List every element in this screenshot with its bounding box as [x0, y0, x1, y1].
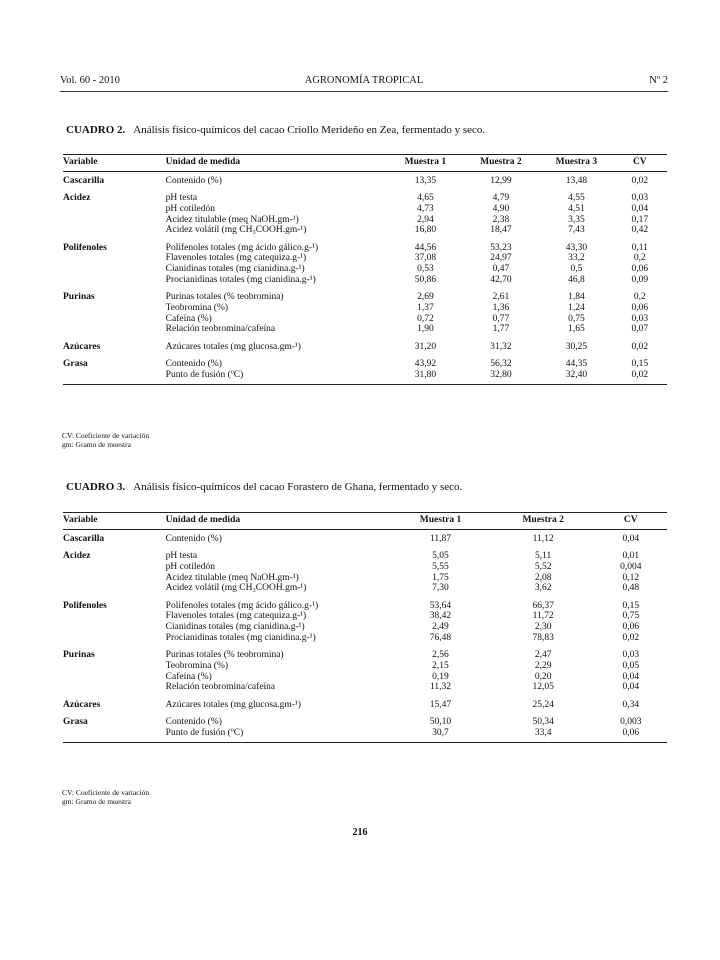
- table-row: [63, 583, 667, 597]
- value-cell: 42,70: [490, 274, 512, 285]
- table-group: [63, 597, 667, 647]
- cv-cell: 0,06: [595, 728, 668, 742]
- cv-cell: 0,2: [633, 253, 646, 264]
- value-cell: 2,49: [432, 622, 449, 632]
- value-cell: 18,47: [490, 225, 512, 236]
- variable-cell: Cascarilla: [63, 533, 105, 544]
- variable-cell: Grasa: [63, 359, 88, 370]
- value-cell: 24,97: [490, 253, 512, 264]
- value-cell: 11,72: [532, 611, 554, 622]
- value-cell: 0,75: [568, 313, 585, 324]
- unit-cell: Cianidinas totales (mg cianidina.g-¹): [165, 622, 305, 632]
- unit-cell: Punto de fusión (ºC): [166, 370, 389, 384]
- value-cell: 2,94: [417, 214, 434, 225]
- value-cell: 76,48: [429, 632, 452, 643]
- variable-cell: Polifenoles: [63, 600, 107, 611]
- value-cell: 46,8: [568, 274, 585, 285]
- value-cell: 31,32: [490, 341, 512, 352]
- unit-cell: Contenido (%): [165, 359, 222, 370]
- value-cell: 2,29: [534, 660, 552, 671]
- table-group: [63, 189, 667, 239]
- value-cell: 16,80: [414, 225, 437, 236]
- variable-cell-empty: [63, 370, 166, 384]
- cv-cell: 0,02: [631, 341, 649, 352]
- cv-cell: 0,04: [631, 203, 649, 214]
- unit-cell: Contenido (%): [165, 533, 222, 544]
- value-cell: 1,24: [568, 302, 585, 313]
- unit-cell: Purinas totales (% teobromina): [165, 650, 284, 661]
- table-row: [63, 355, 667, 370]
- table-row: [63, 728, 667, 742]
- table-row: [63, 529, 667, 547]
- table-group: [63, 171, 667, 189]
- value-cell: 5,55: [432, 561, 449, 572]
- unit-cell: pH testa: [165, 551, 198, 562]
- journal-title: AGRONOMÍA TROPICAL: [304, 75, 424, 86]
- unit-cell: Teobromina (%): [165, 302, 229, 313]
- variable-cell: Purinas: [63, 650, 95, 661]
- value-cell: 0,19: [432, 671, 449, 682]
- value-cell: 56,32: [490, 359, 512, 370]
- table-row: [63, 225, 667, 239]
- cv-cell: 0,003: [620, 717, 642, 728]
- value-cell: 32,80: [462, 370, 541, 384]
- table-group: [63, 696, 667, 714]
- value-cell: 15,47: [429, 699, 452, 710]
- table-group: [63, 646, 667, 696]
- value-cell: 53,64: [429, 600, 452, 611]
- cv-cell: 0,004: [620, 561, 642, 572]
- value-cell: 3,62: [534, 583, 552, 594]
- table-row: [63, 661, 667, 672]
- variable-cell-empty: [63, 314, 166, 325]
- value-cell: 1,90: [417, 324, 434, 335]
- unit-cell: Relación teobromina/cafeína: [165, 682, 276, 693]
- variable-cell-empty: [63, 303, 166, 314]
- variable-cell-empty: [63, 622, 166, 633]
- cv-cell: 0,05: [622, 660, 640, 671]
- variable-cell-empty: [63, 324, 166, 338]
- unit-cell: Flavenoles totales (mg catequiza.g-¹): [165, 611, 307, 622]
- table-2: [63, 154, 667, 385]
- table-row: [63, 288, 667, 303]
- value-cell: 11,87: [429, 533, 451, 544]
- unit-cell: Teobromina (%): [165, 660, 229, 671]
- unit-cell: pH cotiledón: [165, 203, 216, 214]
- table-row: [63, 633, 667, 647]
- value-cell: 43,92: [414, 359, 437, 370]
- cv-cell: 0,03: [622, 650, 640, 661]
- cv-cell: 0,75: [622, 611, 640, 622]
- cv-cell: 0,04: [622, 682, 640, 693]
- cv-cell: 0,06: [631, 264, 649, 274]
- value-cell: 50,34: [532, 717, 554, 728]
- value-cell: 12,99: [490, 175, 512, 186]
- unit-cell: pH testa: [165, 193, 198, 204]
- table-row: [63, 682, 667, 696]
- cv-cell: 0,03: [631, 193, 649, 204]
- cv-cell: 0,09: [631, 274, 649, 285]
- unit-cell: Procianidinas totales (mg cianidina.g-¹): [165, 274, 316, 285]
- cv-cell: 0,04: [622, 533, 640, 544]
- table-2-caption-text: Análisis físico-químicos del cacao Criollo Merideño en Zea, fermentado y seco.: [133, 124, 486, 136]
- unit-cell: Acidez titulable (meq NaOH.gm-¹): [165, 214, 299, 225]
- unit-cell: Acidez titulable (meq NaOH.gm-¹): [165, 572, 299, 583]
- unit-cell: pH cotiledón: [165, 561, 216, 572]
- value-cell: 31,80: [389, 370, 461, 384]
- value-cell: 53,23: [490, 242, 512, 253]
- table-group: [63, 547, 667, 597]
- value-cell: 30,25: [565, 341, 588, 352]
- value-cell: 2,38: [492, 214, 510, 225]
- value-cell: 7,30: [432, 583, 449, 594]
- value-cell: 11,32: [429, 682, 451, 693]
- table-row: [63, 547, 667, 562]
- value-cell: 5,52: [534, 561, 552, 572]
- variable-cell-empty: [63, 264, 166, 275]
- value-cell: 11,12: [532, 533, 554, 544]
- table-3-caption-label: CUADRO 3.: [66, 481, 126, 493]
- variable-cell-empty: [63, 633, 166, 647]
- variable-cell-empty: [63, 573, 166, 584]
- unit-cell: Acidez volátil (mg CH₃COOH.gm-¹): [165, 583, 307, 594]
- table-note: gm: Gramo de muestra: [62, 797, 131, 807]
- unit-cell: Cafeína (%): [165, 313, 212, 324]
- variable-cell: Polifenoles: [63, 242, 107, 253]
- value-cell: 0,47: [492, 264, 510, 274]
- value-cell: 0,53: [417, 264, 434, 274]
- unit-cell: Polifenoles totales (mg ácido gálico.g-¹): [165, 600, 319, 611]
- cv-cell: 0,06: [622, 622, 640, 632]
- variable-cell: Grasa: [63, 717, 88, 728]
- table-row: [63, 696, 667, 714]
- header-rule: [60, 91, 668, 92]
- table-group: [63, 713, 667, 742]
- unit-cell: Azúcares totales (mg glucosa.gm-¹): [165, 699, 301, 710]
- cv-cell: 0,02: [622, 632, 640, 643]
- table-row: [63, 597, 667, 612]
- value-cell: 30,7: [389, 728, 492, 742]
- cv-cell: 0,06: [631, 302, 649, 313]
- table-row: [63, 264, 667, 275]
- table-group: [63, 355, 667, 384]
- value-cell: 13,35: [414, 175, 437, 186]
- value-cell: 2,08: [534, 572, 552, 583]
- value-cell: 1,75: [432, 572, 449, 583]
- table-3: [63, 512, 667, 743]
- table-header-row: [63, 513, 667, 530]
- cv-cell: 0,2: [633, 292, 646, 303]
- page-number: 216: [352, 827, 368, 838]
- table-row: [63, 324, 667, 338]
- value-cell: 43,30: [565, 242, 588, 253]
- value-cell: 2,61: [492, 292, 510, 303]
- table-row: [63, 253, 667, 264]
- table-row: [63, 239, 667, 254]
- value-cell: 4,65: [417, 193, 434, 204]
- variable-cell-empty: [63, 672, 166, 683]
- variable-cell: Acidez: [63, 551, 91, 562]
- value-cell: 33,2: [568, 253, 585, 264]
- variable-cell-empty: [63, 682, 166, 696]
- value-cell: 1,84: [568, 292, 585, 303]
- value-cell: 0,20: [534, 671, 552, 682]
- unit-cell: Contenido (%): [165, 717, 222, 728]
- table-row: [63, 573, 667, 584]
- variable-cell-empty: [63, 275, 166, 289]
- value-cell: 0,72: [417, 313, 434, 324]
- cv-cell: 0,01: [622, 551, 640, 562]
- table-note: CV: Coeficiente de variación: [62, 431, 150, 440]
- table-3-notes: [62, 788, 149, 807]
- table-row: [63, 275, 667, 289]
- value-cell: 50,86: [414, 274, 437, 285]
- value-cell: 1,36: [492, 302, 510, 313]
- cv-cell: 0,02: [613, 370, 667, 384]
- unit-cell: Purinas totales (% teobromina): [165, 292, 284, 303]
- variable-cell: Azúcares: [63, 341, 101, 352]
- value-cell: 44,35: [565, 359, 588, 370]
- unit-cell: Punto de fusión (ºC): [166, 728, 389, 742]
- cv-cell: 0,17: [631, 214, 649, 225]
- value-cell: 31,20: [414, 341, 437, 352]
- table-group: [63, 288, 667, 338]
- table-row: [63, 646, 667, 661]
- value-cell: 1,65: [568, 324, 585, 335]
- variable-cell-empty: [63, 583, 166, 597]
- value-cell: 2,56: [432, 650, 449, 661]
- value-cell: 78,83: [532, 632, 554, 643]
- value-cell: 0,77: [492, 313, 510, 324]
- column-header-sample: Muestra 1: [419, 515, 462, 525]
- table-group: [63, 239, 667, 289]
- column-header-sample: Muestra 1: [404, 157, 447, 167]
- value-cell: 1,37: [417, 302, 434, 313]
- unit-cell: Flavenoles totales (mg catequiza.g-¹): [165, 253, 307, 264]
- cv-cell: 0,07: [631, 324, 649, 335]
- value-cell: 4,79: [492, 193, 510, 204]
- table-group: [63, 338, 667, 356]
- variable-cell-empty: [63, 611, 166, 622]
- value-cell: 66,37: [532, 600, 554, 611]
- table-3-caption: [66, 481, 462, 493]
- variable-cell: Cascarilla: [63, 175, 105, 186]
- variable-cell-empty: [63, 215, 166, 226]
- column-header-variable: Variable: [63, 515, 98, 525]
- value-cell: 4,55: [568, 193, 585, 204]
- table-note: gm: Gramo de muestra: [62, 440, 131, 450]
- table-note: CV: Coeficiente de variación: [62, 788, 150, 797]
- value-cell: 2,47: [534, 650, 552, 661]
- variable-cell-empty: [63, 253, 166, 264]
- unit-cell: Cafeína (%): [165, 671, 212, 682]
- table-row: [63, 713, 667, 728]
- cv-cell: 0,42: [631, 225, 649, 236]
- variable-cell: Purinas: [63, 292, 95, 303]
- cv-cell: 0,12: [622, 572, 640, 583]
- value-cell: 2,30: [534, 622, 552, 632]
- unit-cell: Cianidinas totales (mg cianidina.g-¹): [165, 264, 305, 274]
- unit-cell: Relación teobromina/cafeína: [165, 324, 276, 335]
- table-row: [63, 189, 667, 204]
- value-cell: 13,48: [565, 175, 588, 186]
- value-cell: 32,40: [540, 370, 612, 384]
- variable-cell-empty: [63, 661, 166, 672]
- value-cell: 37,08: [414, 253, 437, 264]
- cv-cell: 0,11: [631, 242, 648, 253]
- cv-cell: 0,04: [622, 671, 640, 682]
- value-cell: 25,24: [532, 699, 554, 710]
- variable-cell-empty: [63, 728, 166, 742]
- journal-volume: Vol. 60 - 2010: [60, 75, 120, 86]
- value-cell: 33,4: [492, 728, 595, 742]
- variable-cell-empty: [63, 204, 166, 215]
- cv-cell: 0,15: [631, 359, 649, 370]
- table-3-caption-text: Análisis físico-químicos del cacao Forastero de Ghana, fermentado y seco.: [133, 481, 463, 493]
- table-row: [63, 622, 667, 633]
- column-header-unit: Unidad de medida: [165, 157, 241, 167]
- table-row: [63, 314, 667, 325]
- unit-cell: Acidez volátil (mg CH₃COOH.gm-¹): [165, 225, 307, 236]
- cv-cell: 0,03: [631, 313, 649, 324]
- table-group: [63, 529, 667, 547]
- value-cell: 1,77: [492, 324, 510, 335]
- column-header-variable: Variable: [63, 157, 98, 167]
- table-row: [63, 215, 667, 226]
- table-2-caption-label: CUADRO 2.: [66, 124, 126, 136]
- value-cell: 7,43: [568, 225, 585, 236]
- column-header-cv: CV: [623, 515, 638, 525]
- value-cell: 5,11: [535, 551, 552, 562]
- column-header-sample: Muestra 3: [555, 157, 598, 167]
- unit-cell: Azúcares totales (mg glucosa.gm-¹): [165, 341, 301, 352]
- variable-cell: Azúcares: [63, 699, 101, 710]
- table-row: [63, 672, 667, 683]
- table-row: [63, 303, 667, 314]
- cv-cell: 0,02: [631, 175, 649, 186]
- cv-cell: 0,34: [622, 699, 640, 710]
- column-header-sample: Muestra 2: [480, 157, 522, 167]
- table-row: [63, 171, 667, 189]
- cv-cell: 0,48: [622, 583, 640, 594]
- variable-cell: Acidez: [63, 193, 91, 204]
- unit-cell: Procianidinas totales (mg cianidina.g-¹): [165, 632, 316, 643]
- unit-cell: Polifenoles totales (mg ácido gálico.g-¹): [165, 242, 319, 253]
- journal-issue: Nº 2: [649, 75, 668, 86]
- value-cell: 44,56: [414, 242, 437, 253]
- table-row: [63, 611, 667, 622]
- value-cell: 5,05: [432, 551, 449, 562]
- variable-cell-empty: [63, 225, 166, 239]
- value-cell: 4,51: [568, 203, 585, 214]
- variable-cell-empty: [63, 562, 166, 573]
- value-cell: 3,35: [568, 214, 585, 225]
- table-2-notes: [62, 431, 149, 450]
- table-header-row: [63, 155, 667, 172]
- value-cell: 0,5: [570, 264, 583, 274]
- table-row: [63, 204, 667, 215]
- value-cell: 2,15: [432, 660, 449, 671]
- column-header-unit: Unidad de medida: [165, 515, 241, 525]
- table-row: [63, 370, 667, 384]
- table-row: [63, 562, 667, 573]
- column-header-sample: Muestra 2: [522, 515, 564, 525]
- unit-cell: Contenido (%): [165, 175, 222, 186]
- value-cell: 50,10: [429, 717, 452, 728]
- cv-cell: 0,15: [622, 600, 640, 611]
- table-row: [63, 338, 667, 356]
- value-cell: 12,05: [532, 682, 554, 693]
- value-cell: 38,42: [429, 611, 452, 622]
- table-2-caption: [66, 124, 485, 136]
- running-header: [60, 75, 668, 89]
- value-cell: 2,69: [417, 292, 434, 303]
- value-cell: 4,90: [492, 203, 510, 214]
- value-cell: 4,73: [417, 203, 434, 214]
- column-header-cv: CV: [632, 157, 647, 167]
